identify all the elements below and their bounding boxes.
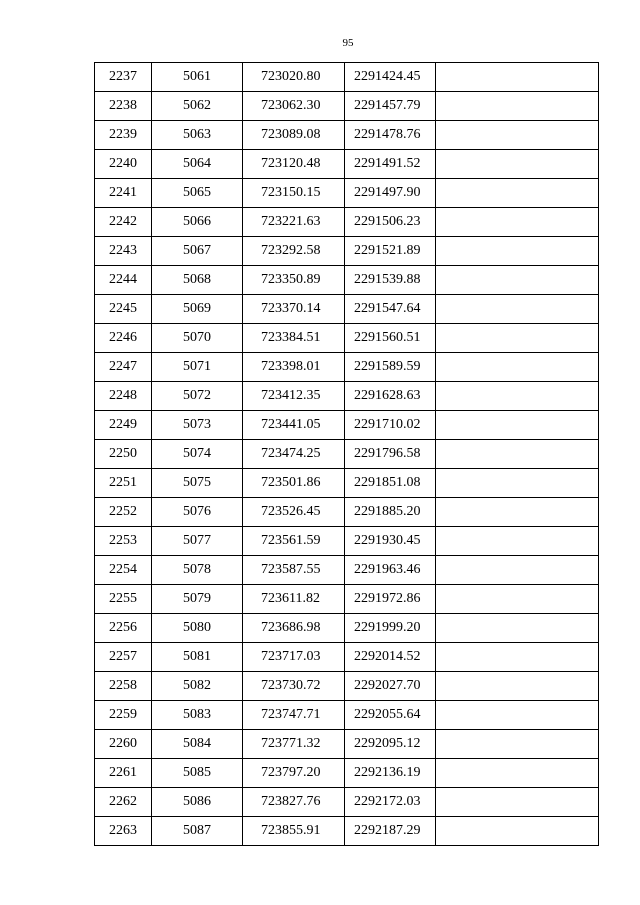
cell-point-number: 5066 xyxy=(152,208,243,237)
cell-row-id: 2243 xyxy=(95,237,152,266)
cell-x-coordinate: 723526.45 xyxy=(243,498,345,527)
cell-y-coordinate: 2292136.19 xyxy=(345,759,436,788)
table-row xyxy=(95,672,599,701)
cell-note xyxy=(436,324,599,353)
cell-point-number: 5078 xyxy=(152,556,243,585)
cell-y-coordinate: 2291424.45 xyxy=(345,63,436,92)
cell-row-id: 2254 xyxy=(95,556,152,585)
table-row xyxy=(95,614,599,643)
cell-note xyxy=(436,208,599,237)
cell-x-coordinate: 723561.59 xyxy=(243,527,345,556)
cell-point-number: 5086 xyxy=(152,788,243,817)
cell-y-coordinate: 2291478.76 xyxy=(345,121,436,150)
table-row xyxy=(95,237,599,266)
cell-note xyxy=(436,150,599,179)
cell-row-id: 2239 xyxy=(95,121,152,150)
cell-x-coordinate: 723020.80 xyxy=(243,63,345,92)
cell-note xyxy=(436,63,599,92)
table-row xyxy=(95,92,599,121)
cell-x-coordinate: 723398.01 xyxy=(243,353,345,382)
cell-y-coordinate: 2292187.29 xyxy=(345,817,436,846)
cell-y-coordinate: 2291457.79 xyxy=(345,92,436,121)
cell-note xyxy=(436,92,599,121)
cell-x-coordinate: 723221.63 xyxy=(243,208,345,237)
table-row xyxy=(95,295,599,324)
cell-point-number: 5069 xyxy=(152,295,243,324)
cell-point-number: 5070 xyxy=(152,324,243,353)
cell-point-number: 5080 xyxy=(152,614,243,643)
cell-row-id: 2246 xyxy=(95,324,152,353)
cell-row-id: 2238 xyxy=(95,92,152,121)
cell-x-coordinate: 723747.71 xyxy=(243,701,345,730)
cell-x-coordinate: 723686.98 xyxy=(243,614,345,643)
table-row xyxy=(95,411,599,440)
cell-row-id: 2261 xyxy=(95,759,152,788)
table-row xyxy=(95,643,599,672)
table-row xyxy=(95,150,599,179)
coordinates-table-body xyxy=(95,63,599,846)
cell-point-number: 5079 xyxy=(152,585,243,614)
cell-row-id: 2242 xyxy=(95,208,152,237)
cell-point-number: 5076 xyxy=(152,498,243,527)
cell-y-coordinate: 2292027.70 xyxy=(345,672,436,701)
cell-x-coordinate: 723611.82 xyxy=(243,585,345,614)
table-row xyxy=(95,121,599,150)
cell-note xyxy=(436,469,599,498)
cell-x-coordinate: 723501.86 xyxy=(243,469,345,498)
cell-row-id: 2256 xyxy=(95,614,152,643)
cell-point-number: 5063 xyxy=(152,121,243,150)
cell-point-number: 5062 xyxy=(152,92,243,121)
cell-y-coordinate: 2291589.59 xyxy=(345,353,436,382)
cell-row-id: 2247 xyxy=(95,353,152,382)
cell-point-number: 5077 xyxy=(152,527,243,556)
cell-row-id: 2241 xyxy=(95,179,152,208)
cell-point-number: 5068 xyxy=(152,266,243,295)
cell-row-id: 2245 xyxy=(95,295,152,324)
cell-point-number: 5075 xyxy=(152,469,243,498)
table-row xyxy=(95,208,599,237)
cell-row-id: 2244 xyxy=(95,266,152,295)
table-row xyxy=(95,556,599,585)
cell-y-coordinate: 2291796.58 xyxy=(345,440,436,469)
cell-note xyxy=(436,585,599,614)
cell-row-id: 2263 xyxy=(95,817,152,846)
cell-note xyxy=(436,614,599,643)
cell-y-coordinate: 2291972.86 xyxy=(345,585,436,614)
cell-point-number: 5065 xyxy=(152,179,243,208)
cell-note xyxy=(436,295,599,324)
cell-x-coordinate: 723384.51 xyxy=(243,324,345,353)
cell-y-coordinate: 2291963.46 xyxy=(345,556,436,585)
cell-y-coordinate: 2291710.02 xyxy=(345,411,436,440)
cell-x-coordinate: 723730.72 xyxy=(243,672,345,701)
cell-y-coordinate: 2291491.52 xyxy=(345,150,436,179)
table-row xyxy=(95,817,599,846)
cell-point-number: 5083 xyxy=(152,701,243,730)
cell-row-id: 2257 xyxy=(95,643,152,672)
cell-y-coordinate: 2291628.63 xyxy=(345,382,436,411)
table-row xyxy=(95,730,599,759)
cell-row-id: 2259 xyxy=(95,701,152,730)
coordinates-table xyxy=(94,62,599,846)
cell-row-id: 2250 xyxy=(95,440,152,469)
table-row xyxy=(95,585,599,614)
cell-note xyxy=(436,527,599,556)
cell-note xyxy=(436,353,599,382)
cell-point-number: 5072 xyxy=(152,382,243,411)
cell-x-coordinate: 723120.48 xyxy=(243,150,345,179)
cell-y-coordinate: 2291885.20 xyxy=(345,498,436,527)
table-row xyxy=(95,759,599,788)
cell-x-coordinate: 723771.32 xyxy=(243,730,345,759)
table-row xyxy=(95,179,599,208)
cell-note xyxy=(436,817,599,846)
cell-note xyxy=(436,498,599,527)
cell-note xyxy=(436,440,599,469)
cell-x-coordinate: 723412.35 xyxy=(243,382,345,411)
cell-note xyxy=(436,759,599,788)
cell-note xyxy=(436,730,599,759)
table-row xyxy=(95,788,599,817)
cell-x-coordinate: 723587.55 xyxy=(243,556,345,585)
cell-point-number: 5073 xyxy=(152,411,243,440)
cell-row-id: 2252 xyxy=(95,498,152,527)
table-row xyxy=(95,266,599,295)
cell-row-id: 2262 xyxy=(95,788,152,817)
cell-point-number: 5081 xyxy=(152,643,243,672)
cell-x-coordinate: 723827.76 xyxy=(243,788,345,817)
cell-y-coordinate: 2292095.12 xyxy=(345,730,436,759)
cell-note xyxy=(436,556,599,585)
table-row xyxy=(95,382,599,411)
cell-x-coordinate: 723150.15 xyxy=(243,179,345,208)
page-number: 95 xyxy=(342,37,354,49)
cell-y-coordinate: 2291560.51 xyxy=(345,324,436,353)
cell-point-number: 5071 xyxy=(152,353,243,382)
cell-row-id: 2240 xyxy=(95,150,152,179)
cell-point-number: 5074 xyxy=(152,440,243,469)
cell-note xyxy=(436,121,599,150)
cell-x-coordinate: 723089.08 xyxy=(243,121,345,150)
cell-x-coordinate: 723441.05 xyxy=(243,411,345,440)
table-row xyxy=(95,701,599,730)
cell-x-coordinate: 723292.58 xyxy=(243,237,345,266)
cell-x-coordinate: 723797.20 xyxy=(243,759,345,788)
cell-y-coordinate: 2291851.08 xyxy=(345,469,436,498)
cell-x-coordinate: 723370.14 xyxy=(243,295,345,324)
table-row xyxy=(95,440,599,469)
cell-row-id: 2260 xyxy=(95,730,152,759)
cell-note xyxy=(436,643,599,672)
cell-y-coordinate: 2291999.20 xyxy=(345,614,436,643)
cell-x-coordinate: 723474.25 xyxy=(243,440,345,469)
cell-row-id: 2253 xyxy=(95,527,152,556)
cell-y-coordinate: 2291930.45 xyxy=(345,527,436,556)
cell-row-id: 2249 xyxy=(95,411,152,440)
table-row xyxy=(95,353,599,382)
cell-y-coordinate: 2291497.90 xyxy=(345,179,436,208)
table-row xyxy=(95,63,599,92)
cell-note xyxy=(436,179,599,208)
table-row xyxy=(95,324,599,353)
cell-note xyxy=(436,701,599,730)
cell-point-number: 5061 xyxy=(152,63,243,92)
cell-y-coordinate: 2292014.52 xyxy=(345,643,436,672)
cell-y-coordinate: 2291521.89 xyxy=(345,237,436,266)
cell-x-coordinate: 723717.03 xyxy=(243,643,345,672)
cell-note xyxy=(436,382,599,411)
cell-note xyxy=(436,266,599,295)
cell-note xyxy=(436,672,599,701)
table-row xyxy=(95,469,599,498)
table-row xyxy=(95,527,599,556)
cell-row-id: 2255 xyxy=(95,585,152,614)
cell-y-coordinate: 2291506.23 xyxy=(345,208,436,237)
cell-row-id: 2258 xyxy=(95,672,152,701)
cell-note xyxy=(436,788,599,817)
cell-y-coordinate: 2291539.88 xyxy=(345,266,436,295)
cell-y-coordinate: 2291547.64 xyxy=(345,295,436,324)
table-row xyxy=(95,498,599,527)
cell-row-id: 2251 xyxy=(95,469,152,498)
cell-y-coordinate: 2292055.64 xyxy=(345,701,436,730)
cell-x-coordinate: 723855.91 xyxy=(243,817,345,846)
cell-note xyxy=(436,411,599,440)
cell-row-id: 2237 xyxy=(95,63,152,92)
cell-row-id: 2248 xyxy=(95,382,152,411)
cell-point-number: 5064 xyxy=(152,150,243,179)
cell-x-coordinate: 723350.89 xyxy=(243,266,345,295)
cell-point-number: 5084 xyxy=(152,730,243,759)
cell-point-number: 5067 xyxy=(152,237,243,266)
cell-y-coordinate: 2292172.03 xyxy=(345,788,436,817)
cell-note xyxy=(436,237,599,266)
cell-x-coordinate: 723062.30 xyxy=(243,92,345,121)
cell-point-number: 5085 xyxy=(152,759,243,788)
cell-point-number: 5087 xyxy=(152,817,243,846)
cell-point-number: 5082 xyxy=(152,672,243,701)
